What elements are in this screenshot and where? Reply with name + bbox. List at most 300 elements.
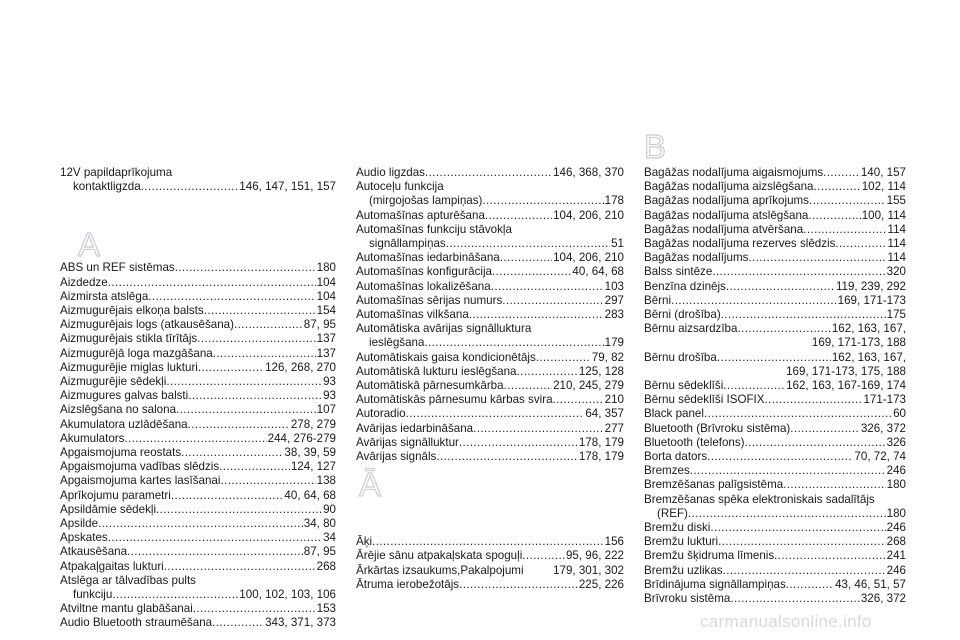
entry-pages: 241 xyxy=(886,549,906,563)
index-column-2 xyxy=(356,166,624,592)
index-row xyxy=(644,507,906,521)
leader-dots xyxy=(175,261,316,275)
index-row xyxy=(356,407,624,421)
entry-pages: 162, 163, 167-169, 174 xyxy=(786,379,906,393)
entry-label: Apgaismojuma kartes lasīšanai xyxy=(60,474,221,488)
index-row xyxy=(60,361,336,375)
index-entry xyxy=(60,261,336,275)
entry-pages: 283 xyxy=(604,308,624,322)
entry-label: Bērni (drošība) xyxy=(644,308,721,322)
leader-dots xyxy=(717,351,831,365)
index-row xyxy=(356,194,624,208)
index-row xyxy=(356,535,624,549)
index-entry xyxy=(644,265,906,279)
index-row xyxy=(60,446,336,460)
entry-pages: 38, 39, 59 xyxy=(284,446,336,460)
index-row xyxy=(644,180,906,194)
index-entry xyxy=(644,351,906,379)
entry-label: funkciju xyxy=(73,588,113,602)
entry-label: Autoradio xyxy=(356,407,406,421)
index-row xyxy=(356,294,624,308)
index-row xyxy=(644,265,906,279)
index-entry xyxy=(60,517,336,531)
index-entry xyxy=(644,379,906,393)
index-entry xyxy=(356,280,624,294)
index-section-b xyxy=(644,166,906,606)
index-row xyxy=(644,237,906,251)
index-intro-group xyxy=(60,166,336,194)
entry-pages: 34, 80 xyxy=(303,517,336,531)
index-entry xyxy=(644,592,906,606)
entry-pages: 297 xyxy=(604,293,624,307)
index-entry xyxy=(356,294,624,308)
entry-label: Bērnu sēdeklīši ISOFIX xyxy=(644,393,765,407)
index-entry xyxy=(644,251,906,265)
index-entry xyxy=(644,478,906,492)
index-row xyxy=(356,549,624,563)
index-entry xyxy=(644,237,906,251)
entry-label: Bagāžas nodalījums xyxy=(644,251,749,265)
entry-label: kontaktligzda xyxy=(73,180,141,194)
entry-pages: 244, 276-279 xyxy=(267,431,336,445)
index-entry xyxy=(60,290,336,304)
entry-label: Automātiskā lukturu ieslēgšana xyxy=(356,364,517,378)
entry-pages-continued: 169, 171-173, 188 xyxy=(811,336,906,350)
leader-dots xyxy=(424,336,603,350)
entry-pages: 114 xyxy=(887,251,906,265)
leader-dots xyxy=(765,393,863,407)
entry-pages: 124, 127 xyxy=(290,460,336,474)
entry-label: ieslēgšana xyxy=(369,336,425,350)
index-row xyxy=(60,389,336,403)
leader-dots xyxy=(553,393,604,407)
entry-pages: 246 xyxy=(886,521,906,535)
index-entry xyxy=(644,549,906,563)
index-entry xyxy=(60,318,336,332)
index-entry xyxy=(644,422,906,436)
index-row xyxy=(60,332,336,346)
entry-pages: 225, 226 xyxy=(578,577,624,591)
index-entry xyxy=(356,322,624,350)
index-row xyxy=(644,549,906,563)
index-row xyxy=(60,304,336,318)
leader-dots xyxy=(500,251,552,265)
index-entry xyxy=(60,375,336,389)
index-entry xyxy=(644,535,906,549)
leader-dots xyxy=(671,294,837,308)
index-row xyxy=(356,450,624,464)
entry-pages: 169, 171-173 xyxy=(837,293,906,307)
index-entry xyxy=(644,180,906,194)
leader-dots xyxy=(492,265,571,279)
index-entry xyxy=(60,446,336,460)
entry-pages: 100, 102, 103, 106 xyxy=(239,588,336,602)
entry-pages: 126, 268, 270 xyxy=(265,360,336,374)
entry-pages: 246 xyxy=(886,563,906,577)
entry-label: Apgaismojuma reostats xyxy=(60,446,182,460)
entry-pages: 104, 206, 210 xyxy=(553,208,624,222)
index-entry xyxy=(644,450,906,464)
index-entry xyxy=(356,365,624,379)
index-row xyxy=(644,422,906,436)
entry-pages: 87, 95 xyxy=(303,318,336,332)
leader-dots xyxy=(193,602,316,616)
leader-dots xyxy=(745,436,886,450)
index-entry xyxy=(60,432,336,446)
index-entry xyxy=(356,407,624,421)
section-letter-a: A xyxy=(78,226,101,263)
leader-dots xyxy=(809,194,886,208)
entry-pages: 210, 245, 279 xyxy=(553,379,624,393)
index-row xyxy=(644,564,906,578)
index-entry xyxy=(644,223,906,237)
index-row xyxy=(644,521,906,535)
leader-dots xyxy=(372,535,604,549)
leader-dots xyxy=(710,521,885,535)
leader-dots xyxy=(723,564,886,578)
leader-dots xyxy=(485,209,552,223)
leader-dots xyxy=(181,446,283,460)
entry-label: Atkausēšana xyxy=(60,545,128,559)
index-row xyxy=(644,464,906,478)
entry-pages: 154 xyxy=(316,304,336,318)
index-entry xyxy=(644,407,906,421)
index-row xyxy=(60,503,336,517)
index-row xyxy=(60,318,336,332)
entry-label: Bremzes xyxy=(644,464,690,478)
index-row xyxy=(60,460,336,474)
leader-dots xyxy=(459,578,578,592)
index-row xyxy=(644,379,906,393)
leader-dots xyxy=(786,578,834,592)
entry-label: Atpakaļgaitas lukturi xyxy=(60,559,164,573)
index-row xyxy=(356,578,624,592)
index-entry xyxy=(60,332,336,346)
index-row xyxy=(356,564,624,578)
index-entry xyxy=(60,545,336,559)
entry-pages: 137 xyxy=(316,346,336,360)
leader-dots xyxy=(156,503,322,517)
entry-label: Aprīkojumu parametri xyxy=(60,488,171,502)
index-entry xyxy=(356,180,624,208)
entry-label: Bagāžas nodalījuma rezerves slēdzis xyxy=(644,237,836,251)
entry-label: Avārijas signāls xyxy=(356,450,437,464)
entry-label: Aizmugurējie sēdekļi xyxy=(60,375,167,389)
leader-dots xyxy=(469,308,604,322)
entry-label: Atslēga ar tālvadības pults xyxy=(60,573,196,587)
leader-dots xyxy=(197,332,315,346)
leader-dots xyxy=(803,223,886,237)
index-entry xyxy=(60,560,336,574)
index-row xyxy=(644,535,906,549)
index-entry xyxy=(356,379,624,393)
index-row xyxy=(356,393,624,407)
index-entry xyxy=(644,436,906,450)
index-entry xyxy=(356,578,624,592)
entry-pages: 93 xyxy=(323,389,336,403)
entry-pages: 178, 179 xyxy=(578,435,624,449)
entry-pages: 180 xyxy=(886,478,906,492)
index-section-a xyxy=(60,261,336,630)
entry-label: (mirgojošas lampiņas) xyxy=(369,194,483,208)
index-row xyxy=(60,180,336,194)
entry-pages: 162, 163, 167, xyxy=(831,322,906,336)
entry-label: Brīvroku sistēma xyxy=(644,592,731,606)
leader-dots xyxy=(171,489,284,503)
entry-label: Automašīnas vilkšana xyxy=(356,308,469,322)
entry-pages: 277 xyxy=(604,421,624,435)
entry-label: Avārijas iedarbināšana xyxy=(356,421,474,435)
index-row xyxy=(60,602,336,616)
index-entry xyxy=(356,393,624,407)
leader-dots xyxy=(425,166,552,180)
entry-label: Atviltne mantu glabāšanai xyxy=(60,602,193,616)
entry-label: Bagāžas nodalījuma aizslēgšana xyxy=(644,180,814,194)
leader-dots xyxy=(522,549,565,563)
entry-label: Apsilde xyxy=(60,517,99,531)
index-entry xyxy=(356,265,624,279)
index-entry xyxy=(644,166,906,180)
index-row xyxy=(644,393,906,407)
index-entry xyxy=(356,251,624,265)
index-entry xyxy=(644,308,906,322)
leader-dots xyxy=(220,474,315,488)
index-row xyxy=(356,351,624,365)
index-entry xyxy=(60,361,336,375)
entry-label: Automātiskais gaisa kondicionētājs xyxy=(356,350,536,364)
index-row xyxy=(60,403,336,417)
index-row xyxy=(644,280,906,294)
index-entry xyxy=(356,436,624,450)
leader-dots xyxy=(737,322,830,336)
leader-dots xyxy=(459,436,578,450)
leader-dots xyxy=(436,450,578,464)
entry-label: Aizmugurējais stikla tīrītājs xyxy=(60,332,198,346)
entry-label: Audio ligzdas xyxy=(356,166,425,179)
index-row xyxy=(60,588,336,602)
index-row xyxy=(356,280,624,294)
entry-pages: 90 xyxy=(323,502,336,516)
leader-dots xyxy=(748,251,886,265)
index-row xyxy=(644,351,906,365)
leader-dots xyxy=(504,379,553,393)
leader-dots xyxy=(234,318,303,332)
entry-pages: 137 xyxy=(316,332,336,346)
entry-pages: 178 xyxy=(604,194,624,208)
index-entry xyxy=(60,574,336,602)
entry-label: Āķi xyxy=(356,535,373,549)
entry-label: Akumulatora uzlādēšana xyxy=(60,417,188,431)
index-row xyxy=(60,347,336,361)
index-entry xyxy=(356,166,624,180)
entry-label: Automātiska avārijas signālluktura xyxy=(356,322,532,336)
index-row xyxy=(644,592,906,606)
leader-dots xyxy=(718,535,886,549)
index-row xyxy=(644,194,906,208)
leader-dots xyxy=(141,180,239,194)
entry-label: Aizmugurējā loga mazgāšana xyxy=(60,346,213,360)
entry-label: Automašīnas apturēšana xyxy=(356,208,485,222)
index-row xyxy=(356,251,624,265)
index-row xyxy=(644,166,906,180)
index-row xyxy=(644,322,906,336)
index-entry xyxy=(356,549,624,563)
index-entry xyxy=(356,535,624,549)
leader-dots xyxy=(108,531,322,545)
index-section-a-cont xyxy=(356,166,624,464)
leader-dots xyxy=(198,361,264,375)
entry-pages: 179 xyxy=(604,336,624,350)
entry-label: Ātruma ierobežotājs xyxy=(356,577,460,591)
leader-dots xyxy=(98,517,303,531)
leader-dots xyxy=(704,407,892,421)
leader-dots xyxy=(124,432,266,446)
leader-dots xyxy=(774,549,886,563)
index-row xyxy=(60,276,336,290)
entry-pages: 326 xyxy=(886,435,906,449)
entry-label: Bērnu aizsardzība xyxy=(644,322,738,336)
section-letter-b: B xyxy=(644,128,667,165)
entry-pages: 171-173 xyxy=(863,393,906,407)
entry-label: Aizmirsta atslēga xyxy=(60,289,149,303)
index-column-1 xyxy=(60,166,336,631)
index-column-3 xyxy=(644,166,906,606)
entry-label: Ārējie sānu atpakaļskata spoguļi xyxy=(356,549,523,563)
entry-label: Automašīnas funkciju stāvokļa xyxy=(356,222,512,236)
index-entry xyxy=(644,393,906,407)
index-row xyxy=(60,531,336,545)
entry-pages: 326, 372 xyxy=(860,592,906,606)
index-entry xyxy=(644,493,906,521)
entry-pages: 140, 157 xyxy=(860,166,906,179)
index-row xyxy=(644,308,906,322)
index-entry xyxy=(60,403,336,417)
entry-label: Balss sintēze xyxy=(644,265,713,279)
entry-label: Audio Bluetooth straumēšana xyxy=(60,616,213,630)
leader-dots xyxy=(823,166,860,180)
leader-dots xyxy=(406,407,585,421)
entry-label: Bremžu lukturi xyxy=(644,535,719,549)
index-row xyxy=(356,436,624,450)
entry-label: Bremžu diski xyxy=(644,521,711,535)
entry-label: Bagāžas nodalījuma aigaismojums xyxy=(644,166,824,179)
entry-pages: 119, 239, 292 xyxy=(835,279,906,293)
entry-pages: 210 xyxy=(604,393,624,407)
entry-pages: 107 xyxy=(316,403,336,417)
leader-dots xyxy=(127,545,303,559)
index-entry xyxy=(60,166,336,194)
leader-dots xyxy=(176,403,316,417)
leader-dots xyxy=(688,507,886,521)
entry-label: Bremzēšanas spēka elektroniskais sadalītājs xyxy=(644,492,875,506)
entry-pages: 104 xyxy=(316,289,336,303)
entry-label: Bagāžas nodalījuma aprīkojums xyxy=(644,194,809,208)
entry-pages: 179, 301, 302 xyxy=(553,563,624,577)
index-entry xyxy=(60,503,336,517)
index-entry xyxy=(356,564,624,578)
entry-pages: 93 xyxy=(323,375,336,389)
leader-dots xyxy=(690,464,886,478)
index-entry xyxy=(644,521,906,535)
leader-dots xyxy=(212,616,264,630)
leader-dots xyxy=(166,375,322,389)
entry-pages: 43, 46, 51, 57 xyxy=(835,577,906,591)
entry-pages: 64, 357 xyxy=(585,407,624,421)
leader-dots xyxy=(148,290,315,304)
entry-pages: 95, 96, 222 xyxy=(565,549,624,563)
index-entry xyxy=(356,223,624,251)
index-row xyxy=(356,265,624,279)
entry-label: 12V papildaprīkojuma xyxy=(60,166,173,179)
index-row xyxy=(356,365,624,379)
entry-pages: 125, 128 xyxy=(578,364,624,378)
index-row xyxy=(60,517,336,531)
leader-dots xyxy=(790,422,860,436)
entry-pages: 114 xyxy=(887,237,906,251)
index-entry xyxy=(356,422,624,436)
entry-label: Bremzēšanas palīgsistēma xyxy=(644,478,784,492)
index-entry xyxy=(60,389,336,403)
leader-dots xyxy=(491,280,604,294)
leader-dots xyxy=(808,209,860,223)
index-entry xyxy=(644,209,906,223)
entry-pages: 156 xyxy=(604,535,624,549)
entry-pages: 102, 114 xyxy=(861,180,906,194)
entry-pages: 114 xyxy=(887,222,906,236)
entry-label: Apskates xyxy=(60,531,108,545)
index-entry xyxy=(60,616,336,630)
index-row xyxy=(60,545,336,559)
index-entry xyxy=(60,304,336,318)
watermark-footer: carmanualsonline.info xyxy=(700,612,872,631)
index-row xyxy=(356,422,624,436)
index-row xyxy=(644,223,906,237)
entry-label: Akumulators xyxy=(60,431,125,445)
index-entry xyxy=(60,531,336,545)
index-row xyxy=(60,560,336,574)
index-entry xyxy=(356,209,624,223)
leader-dots xyxy=(835,237,886,251)
entry-pages: 40, 64, 68 xyxy=(284,488,336,502)
entry-pages: 138 xyxy=(316,474,336,488)
entry-label: Bremžu uzlikas xyxy=(644,563,723,577)
entry-label: Automašīnas sērijas numurs xyxy=(356,293,503,307)
index-row xyxy=(356,209,624,223)
entry-pages: 178, 179 xyxy=(578,450,624,464)
leader-dots xyxy=(723,379,785,393)
entry-pages: 153 xyxy=(316,602,336,616)
index-row xyxy=(60,474,336,488)
entry-label: Automašīnas iedarbināšana xyxy=(356,251,500,265)
index-entry xyxy=(60,418,336,432)
entry-pages: 87, 95 xyxy=(303,545,336,559)
index-row xyxy=(356,379,624,393)
index-row xyxy=(644,478,906,492)
leader-dots xyxy=(112,588,238,602)
index-row xyxy=(644,407,906,421)
leader-dots xyxy=(536,351,591,365)
index-entry xyxy=(644,464,906,478)
leader-dots xyxy=(108,276,316,290)
section-letter-a-macron: Ā xyxy=(359,466,382,503)
index-row xyxy=(644,450,906,464)
leader-dots xyxy=(726,280,835,294)
entry-pages: 51 xyxy=(611,237,624,251)
entry-label: Ārkārtas izsaukums,Pakalpojumi xyxy=(356,563,524,577)
entry-label: Bagāžas nodalījuma atvēršana xyxy=(644,222,804,236)
entry-pages: 79, 82 xyxy=(591,350,624,364)
entry-label: ABS un REF sistēmas xyxy=(60,261,175,275)
